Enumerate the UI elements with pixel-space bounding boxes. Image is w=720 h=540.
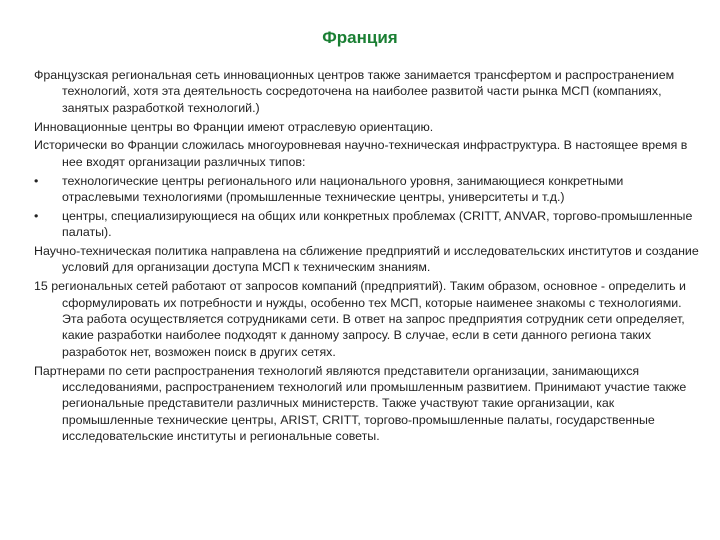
paragraph: 15 региональных сетей работают от запросов компаний (предприятий). Таким образом, основное - определить и сформулировать их потребности и нужды, особенно тех МСП, которые наименее знакомы с технологиями. Эта работа осуществляется сотрудниками сети. В ответ на запрос предприятия сотрудник сети определяет, какие разработки наиболее подходят к данному запросу. В случае, если в сети данного региона таких разработок нет, возможен поиск в других сетях. [34,279,686,359]
paragraph: Исторически во Франции сложилась многоуровневая научно-техническая инфраструктура. В настоящее время в нее входят организации различных типов: [34,138,688,169]
bullet-text: технологические центры регионального или национального уровня, занимающиеся конкретными отраслевыми технологиями (промышленные технические центры, университеты и т.д.) [62,173,624,205]
bullet-text: центры, специализирующиеся на общих или конкретных проблемах (CRITT, ANVAR, торгово-промышленные палаты). [62,208,693,240]
slide-title: Франция [322,28,398,47]
paragraph: Партнерами по сети распространения технологий являются представители организации, занимающихся исследованиями, распространением технологий или промышленным развитием. Принимают участие также региональные представители различных министерств. Также участвуют такие организации, как промышленные технические центры, ARIST, CRITT, торгово-промышленные палаты, государственные исследовательские институты и региональные советы. [34,363,687,444]
bullet-item [34,208,702,241]
paragraph: Французская региональная сеть инновационных центров также занимается трансфертом и распространением технологий, хотя эта деятельность сосредоточена на наиболее развитой части рынка МСП (компаниях, занятых разработкой технологий.) [34,68,675,115]
slide-body [34,67,702,447]
bullet-item [34,173,702,206]
paragraph: Научно-техническая политика направлена на сближение предприятий и исследовательских институтов и создание условий для организации доступа МСП к техническим знаниям. [34,244,699,275]
bullet-icon: • [34,208,39,223]
paragraph: Инновационные центры во Франции имеют отраслевую ориентацию. [34,119,434,134]
bullet-icon: • [34,173,39,188]
